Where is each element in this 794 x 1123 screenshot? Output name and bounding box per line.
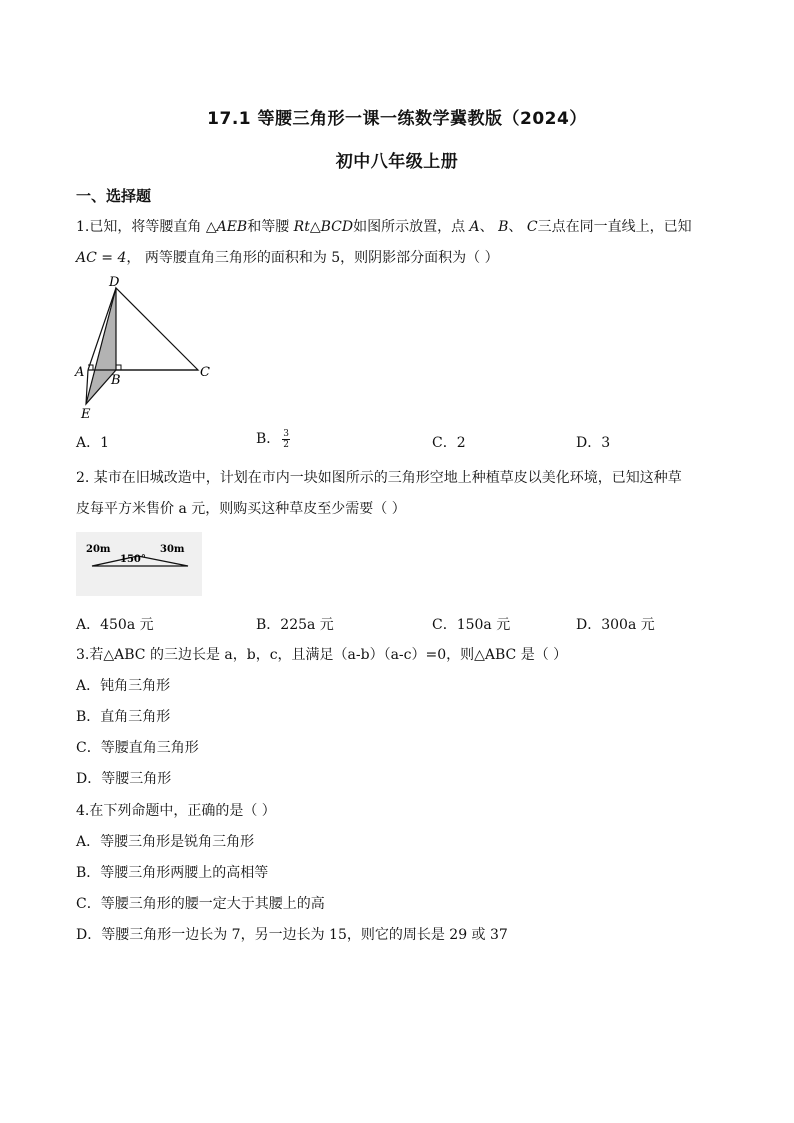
q1-point-c: C <box>526 219 538 235</box>
q1-fraction <box>282 429 290 450</box>
q3-option-d[interactable]: D．等腰三角形 <box>76 771 172 787</box>
q1-option-b[interactable] <box>256 428 290 450</box>
q2-stem-line1: 2. 某市在旧城改造中，计划在市内一块如图所示的三角形空地上种植草皮以美化环境，已知这种草 <box>76 470 682 486</box>
q4-option-b[interactable]: B．等腰三角形两腰上的高相等 <box>76 865 269 881</box>
q1-label-b: B <box>111 373 121 388</box>
q1-option-c[interactable]: C．2 <box>432 435 466 451</box>
q1-text: 三点在同一直线上，已知 <box>537 219 692 235</box>
q1-triangle-aeb: △AEB <box>205 219 248 235</box>
q2-option-a[interactable]: A．450a 元 <box>76 617 154 633</box>
q1-text: 1.已知，将等腰直角 <box>76 219 202 235</box>
q4-option-a[interactable]: A．等腰三角形是锐角三角形 <box>76 834 255 850</box>
q1-label-d: D <box>109 275 120 290</box>
q2-label-right: 30m <box>160 544 185 555</box>
q1-right-angle-b <box>116 365 121 370</box>
q1-stem-line1 <box>76 216 692 236</box>
document-title: 17.1 等腰三角形一课一练数学冀教版（2024） <box>207 109 587 129</box>
q2-option-d[interactable]: D．300a 元 <box>576 617 655 633</box>
q1-triangle-bcd-shape <box>116 288 198 370</box>
q1-triangle-bcd: Rt△BCD <box>293 219 354 235</box>
q2-label-angle: 150° <box>120 554 146 565</box>
q4-option-c[interactable]: C．等腰三角形的腰一定大于其腰上的高 <box>76 896 325 912</box>
q3-stem: 3.若△ABC 的三边长是 a，b，c，且满足（a-b）（a-c）=0，则△ABC 是（ ） <box>76 647 568 663</box>
q4-stem: 4.在下列命题中，正确的是（ ） <box>76 803 276 819</box>
q2-figure-box <box>76 532 202 596</box>
q4-option-d[interactable]: D．等腰三角形一边长为 7，另一边长为 15，则它的周长是 29 或 37 <box>76 927 508 943</box>
q1-stem-line2 <box>76 247 499 267</box>
q1-sep: 、 <box>508 219 523 235</box>
q2-figure <box>76 532 202 596</box>
q1-label-e: E <box>81 407 91 422</box>
q1-fraction-denominator: 2 <box>283 439 290 450</box>
q1-text: 和等腰 <box>247 219 290 235</box>
section-heading: 一、选择题 <box>76 187 152 205</box>
q2-option-b[interactable]: B．225a 元 <box>256 617 334 633</box>
q1-label-c: C <box>200 365 210 380</box>
q1-figure <box>72 272 222 422</box>
q2-label-left: 20m <box>86 544 111 555</box>
q2-stem-line2: 皮每平方米售价 a 元，则购买这种草皮至少需要（ ） <box>76 501 406 517</box>
q1-option-a[interactable]: A．1 <box>76 435 110 451</box>
q1-option-d[interactable]: D．3 <box>576 435 611 451</box>
q2-option-c[interactable]: C．150a 元 <box>432 617 511 633</box>
q1-point-b: B <box>498 219 509 235</box>
q3-option-b[interactable]: B．直角三角形 <box>76 709 171 725</box>
q1-equation: AC = 4 <box>76 250 127 266</box>
q3-option-a[interactable]: A．钝角三角形 <box>76 678 171 694</box>
q1-text: ， 两等腰直角三角形的面积和为 5，则阴影部分面积为（ ） <box>126 250 499 266</box>
q1-sep: 、 <box>479 219 494 235</box>
q1-fraction-numerator: 3 <box>283 428 290 439</box>
document-subtitle: 初中八年级上册 <box>335 152 459 172</box>
q1-option-b-label: B． <box>256 431 281 447</box>
q1-point-a: A <box>469 219 480 235</box>
q3-option-c[interactable]: C．等腰直角三角形 <box>76 740 199 756</box>
q1-label-a: A <box>75 365 85 380</box>
q1-text: 如图所示放置，点 <box>353 219 466 235</box>
